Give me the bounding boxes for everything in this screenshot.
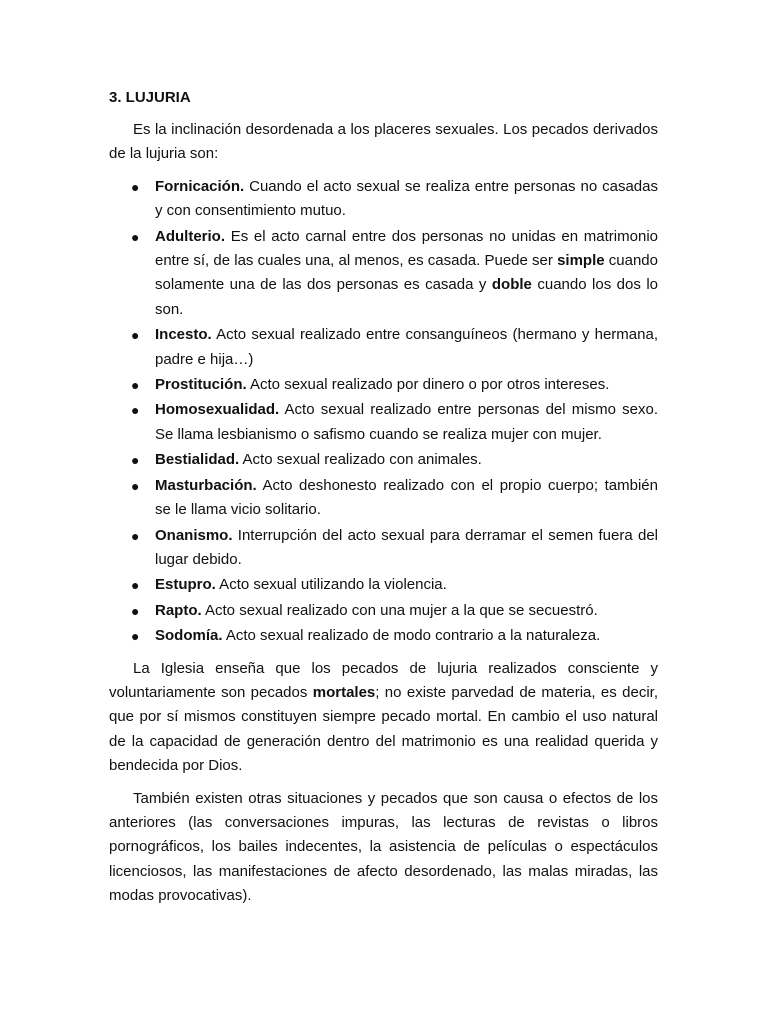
list-item-term: Estupro. <box>155 576 216 594</box>
list-item-text: Acto deshonesto realizado con el propio cuerpo; también se le llama vicio solitario. <box>155 476 658 519</box>
intro-paragraph: Es la inclinación desordenada a los placeres sexuales. Los pecados derivados de la lujuria son: <box>109 121 658 163</box>
list-item-text: Acto sexual realizado entre consanguíneos (hermano y hermana, padre e hija…) <box>155 326 658 368</box>
list-item-text: Es el acto carnal entre dos personas no unidas en matrimonio entre sí, de las cuales una, al menos, es casada. Puede ser <box>155 227 658 270</box>
bullet-icon: ● <box>131 178 140 195</box>
bullet-icon: ● <box>131 477 140 494</box>
list-item-term: Bestialidad. <box>155 451 240 469</box>
bullet-icon: ● <box>131 377 140 394</box>
bullet-icon: ● <box>131 327 140 344</box>
bullet-icon: ● <box>131 402 140 419</box>
emphasis-mortales: mortales <box>312 683 376 701</box>
list-item-text: Acto sexual utilizando la violencia. <box>215 576 447 594</box>
church-teaching-paragraph <box>109 657 658 779</box>
list-item-prostitucion <box>109 373 658 397</box>
list-item-term: Incesto. <box>155 326 212 344</box>
other-situations-paragraph: También existen otras situaciones y pecados que son causa o efectos de los anteriores (las conversaciones impuras, las lecturas de revistas o libros pornográficos, los bailes indecentes, la asistencia de películas o espectáculos licenciosos, las manifestaciones de afecto desordenado, las malas miradas, las modas provocativas). <box>109 789 658 905</box>
list-item-term: Rapto. <box>155 601 202 619</box>
list-item-term: Onanismo. <box>155 526 233 544</box>
paragraph-text: La Iglesia enseña que los pecados de lujuria realizados consciente y voluntariamente son pecados <box>109 659 658 701</box>
list-item-text: Acto sexual realizado con una mujer a la que se secuestró. <box>201 601 598 619</box>
bullet-icon: ● <box>131 452 140 469</box>
list-item-term: Prostitución. <box>155 376 247 394</box>
list-item-incesto <box>109 323 658 372</box>
list-item-masturbacion <box>109 474 658 523</box>
emphasis-doble: doble <box>491 276 532 294</box>
bullet-icon: ● <box>131 228 140 245</box>
list-item-term: Adulterio. <box>155 227 225 245</box>
list-item-sodomia <box>109 624 658 648</box>
list-item-rapto <box>109 599 658 623</box>
list-item-homosexualidad <box>109 398 658 447</box>
paragraph-text-cont: ; no existe parvedad de materia, es decir, que por sí mismos constituyen siempre pecado mortal. En cambio el uso natural de la capacidad de generación dentro del matrimonio es una realidad querida y bendecida por Dios. <box>109 683 658 775</box>
list-item-text: Interrupción del acto sexual para derramar el semen fuera del lugar debido. <box>155 526 658 568</box>
emphasis-simple: simple <box>557 252 605 270</box>
bullet-icon: ● <box>131 628 140 645</box>
list-item-text: Acto sexual realizado por dinero o por otros intereses. <box>246 376 610 394</box>
list-item-text: Acto sexual realizado de modo contrario a la naturaleza. <box>222 627 601 645</box>
list-item-bestialidad <box>109 448 658 472</box>
list-item-text-cont: cuando solamente una de las dos personas es casada y <box>155 252 658 294</box>
bullet-icon: ● <box>131 602 140 619</box>
list-item-term: Masturbación. <box>155 476 257 494</box>
bullet-icon: ● <box>131 577 140 594</box>
document-page <box>109 86 658 917</box>
list-item-onanismo <box>109 524 658 573</box>
section-heading: 3. LUJURIA <box>109 89 191 106</box>
list-item-term: Homosexualidad. <box>155 401 280 419</box>
list-item-fornicacion <box>109 175 658 224</box>
list-item-estupro <box>109 573 658 597</box>
list-item-text: Acto sexual realizado entre personas del mismo sexo. Se llama lesbianismo o safismo cuando se realiza mujer con mujer. <box>155 401 658 443</box>
bullet-icon: ● <box>131 527 140 544</box>
list-item-text: Acto sexual realizado con animales. <box>239 451 482 469</box>
sins-list <box>109 175 658 649</box>
list-item-adulterio <box>109 225 658 323</box>
list-item-term: Sodomía. <box>155 627 223 645</box>
list-item-text-end: cuando los dos lo son. <box>155 276 658 318</box>
list-item-term: Fornicación. <box>155 177 245 195</box>
list-item-text: Cuando el acto sexual se realiza entre personas no casadas y con consentimiento mutuo. <box>155 177 658 220</box>
